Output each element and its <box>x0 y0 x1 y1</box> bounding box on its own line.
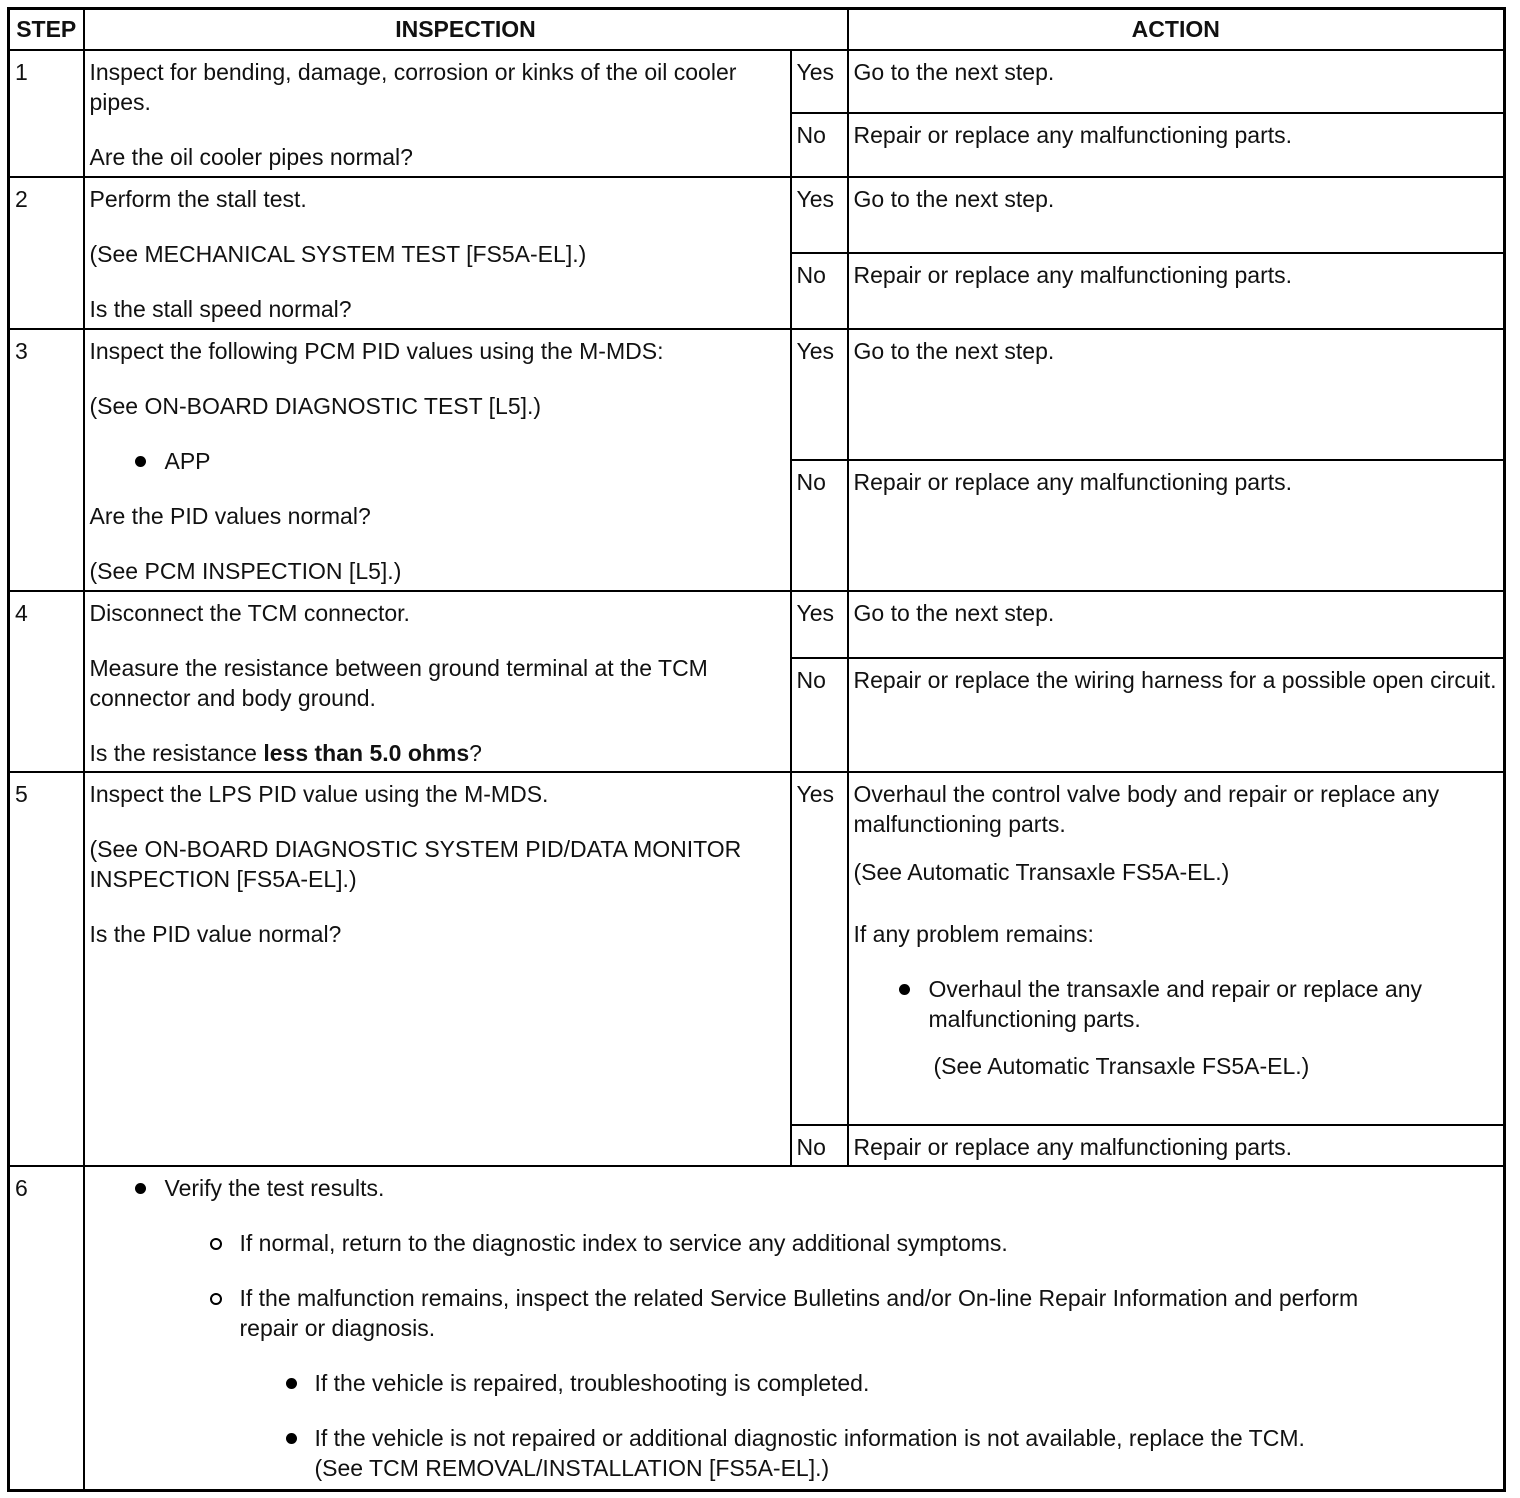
bullet-item: APP <box>90 446 785 476</box>
inspection-text: Inspect the following PCM PID values using the M-MDS: <box>89 337 664 364</box>
action-reference: (See Automatic Transaxle FS5A-EL.) <box>933 1052 1310 1079</box>
no-action: Repair or replace any malfunctioning parts. <box>848 113 1505 177</box>
no-label: No <box>791 1125 848 1166</box>
no-action: Repair or replace any malfunctioning parts. <box>848 460 1505 591</box>
no-action: Repair or replace the wiring harness for a possible open circuit. <box>848 658 1505 772</box>
resistance-spec: less than 5.0 ohms <box>263 739 470 766</box>
step-number: 2 <box>9 177 84 329</box>
inspection-text: Measure the resistance between ground terminal at the TCM connector and body ground. <box>89 654 708 711</box>
yes-label: Yes <box>791 177 848 253</box>
no-label: No <box>791 113 848 177</box>
yes-action <box>848 772 1505 1125</box>
yes-label: Yes <box>791 591 848 658</box>
yes-label: Yes <box>791 772 848 1125</box>
inspection-question: Are the oil cooler pipes normal? <box>89 143 413 170</box>
question-text: Is the resistance <box>89 739 264 766</box>
bullet-item <box>90 1423 1499 1483</box>
inspection-question: Is the PID value normal? <box>89 920 342 947</box>
inspection-text: Perform the stall test. <box>89 185 307 212</box>
header-row <box>9 9 1505 50</box>
inspection-reference: (See MECHANICAL SYSTEM TEST [FS5A-EL].) <box>89 240 587 267</box>
no-action: Repair or replace any malfunctioning parts. <box>848 1125 1505 1166</box>
step-inspection <box>84 591 791 772</box>
inspection-text: Inspect for bending, damage, corrosion or kinks of the oil cooler pipes. <box>89 58 737 115</box>
step-content <box>84 1166 1505 1491</box>
step-number: 4 <box>9 591 84 772</box>
step-number: 1 <box>9 50 84 177</box>
step-4-yes-row <box>9 591 1505 658</box>
step-inspection <box>84 177 791 329</box>
diagnostic-table <box>7 7 1506 1492</box>
yes-label: Yes <box>791 50 848 113</box>
inspection-reference: (See PCM INSPECTION [L5].) <box>89 557 402 584</box>
step-1-yes-row <box>9 50 1505 113</box>
bullet-item: If the vehicle is repaired, troubleshooting is completed. <box>90 1368 1499 1398</box>
no-label: No <box>791 460 848 591</box>
action-reference: (See Automatic Transaxle FS5A-EL.) <box>853 858 1230 885</box>
header-inspection: INSPECTION <box>84 9 848 50</box>
step-6-row <box>9 1166 1505 1491</box>
yes-action: Go to the next step. <box>848 591 1505 658</box>
step-inspection <box>84 329 791 591</box>
inspection-reference: (See ON-BOARD DIAGNOSTIC TEST [L5].) <box>89 392 542 419</box>
header-action: ACTION <box>848 9 1505 50</box>
inspection-text: Inspect the LPS PID value using the M-MDS. <box>89 780 549 807</box>
inspection-question: Are the PID values normal? <box>89 502 371 529</box>
step-inspection <box>84 772 791 1166</box>
step-3-yes-row <box>9 329 1505 460</box>
header-step: STEP <box>9 9 84 50</box>
inspection-question <box>90 738 785 768</box>
bullet-item: Overhaul the transaxle and repair or replace any malfunctioning parts. <box>854 974 1499 1034</box>
question-mark: ? <box>469 739 482 766</box>
inspection-text: Disconnect the TCM connector. <box>89 599 410 626</box>
bullet-text: If the vehicle is not repaired or additional diagnostic information is not available, replace the TCM. <box>314 1424 1305 1451</box>
inspection-reference: (See ON-BOARD DIAGNOSTIC SYSTEM PID/DATA MONITOR INSPECTION [FS5A-EL].) <box>89 835 742 892</box>
bullet-reference: (See TCM REMOVAL/INSTALLATION [FS5A-EL].) <box>314 1454 830 1481</box>
yes-label: Yes <box>791 329 848 460</box>
no-action: Repair or replace any malfunctioning parts. <box>848 253 1505 329</box>
bullet-item: Verify the test results. <box>90 1173 1499 1203</box>
sub-bullet-item: If the malfunction remains, inspect the related Service Bulletins and/or On-line Repair Information and perform repair or diagnosis. <box>90 1283 1499 1343</box>
no-label: No <box>791 658 848 772</box>
yes-action: Go to the next step. <box>848 50 1505 113</box>
step-2-yes-row <box>9 177 1505 253</box>
yes-action: Go to the next step. <box>848 177 1505 253</box>
step-number: 6 <box>9 1166 84 1491</box>
step-inspection <box>84 50 791 177</box>
step-number: 5 <box>9 772 84 1166</box>
sub-bullet-item: If normal, return to the diagnostic index to service any additional symptoms. <box>90 1228 1499 1258</box>
action-text: If any problem remains: <box>853 920 1094 947</box>
yes-action: Go to the next step. <box>848 329 1505 460</box>
step-5-yes-row <box>9 772 1505 1125</box>
no-label: No <box>791 253 848 329</box>
step-number: 3 <box>9 329 84 591</box>
inspection-question: Is the stall speed normal? <box>89 295 352 322</box>
action-text: Overhaul the control valve body and repair or replace any malfunctioning parts. <box>853 780 1440 837</box>
